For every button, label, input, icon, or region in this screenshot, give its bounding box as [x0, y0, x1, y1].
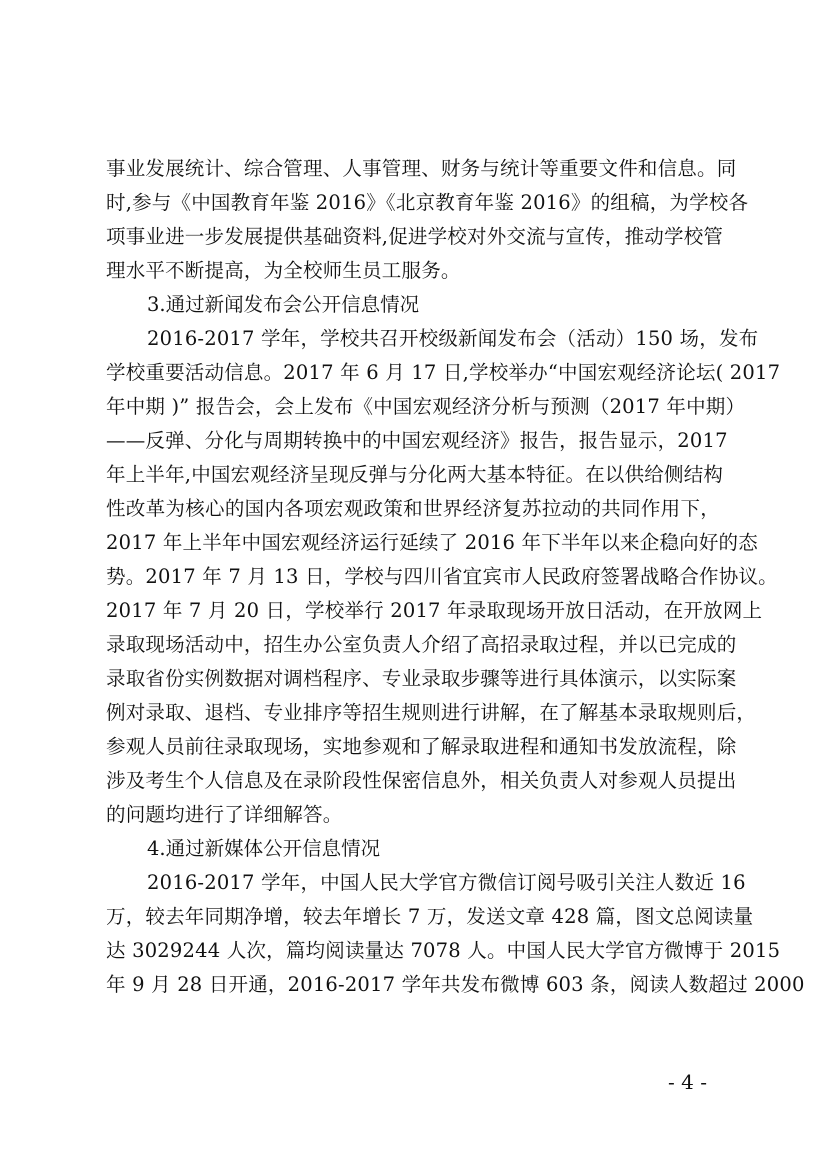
- text-line: 项事业进一步发展提供基础资料,促进学校对外交流与宣传，推动学校管: [106, 225, 724, 248]
- text-line: 年上半年,中国宏观经济呈现反弹与分化两大基本特征。在以供给侧结构: [106, 463, 724, 486]
- text-line: 录取现场活动中，招生办公室负责人介绍了高招录取过程，并以已完成的: [106, 633, 737, 656]
- text-line: 万，较去年同期净增，较去年增长 7 万，发送文章 428 篇，图文总阅读量: [106, 905, 754, 928]
- text-line: 年 9 月 28 日开通，2016-2017 学年共发布微博 603 条，阅读人数超过 2000: [106, 973, 805, 996]
- text-line: 涉及考生个人信息及在录阶段性保密信息外，相关负责人对参观人员提出: [106, 769, 737, 792]
- text-line: 2016-2017 学年，学校共召开校级新闻发布会（活动）150 场，发布: [147, 327, 759, 350]
- text-line: 时,参与《中国教育年鉴 2016》《北京教育年鉴 2016》的组稿，为学校各: [106, 191, 749, 214]
- text-line: 例对录取、退档、专业排序等招生规则进行讲解，在了解基本录取规则后，: [106, 701, 757, 724]
- text-line: 2017 年上半年中国宏观经济运行延续了 2016 年下半年以来企稳向好的态: [106, 531, 758, 554]
- text-line: 理水平不断提高，为全校师生员工服务。: [106, 259, 461, 282]
- text-line: 参观人员前往录取现场，实地参观和了解录取进程和通知书发放流程，除: [106, 735, 737, 758]
- text-line: 2016-2017 学年，中国人民大学官方微信订阅号吸引关注人数近 16: [147, 871, 746, 894]
- section-heading: 3.通过新闻发布会公开信息情况: [147, 293, 420, 316]
- text-line: 达 3029244 人次，篇均阅读量达 7078 人。中国人民大学官方微博于 2015: [106, 939, 781, 962]
- text-line: 2017 年 7 月 20 日，学校举行 2017 年录取现场开放日活动，在开放网上: [106, 599, 763, 622]
- text-line: ——反弹、分化与周期转换中的中国宏观经济》报告，报告显示，2017: [106, 429, 728, 452]
- text-line: 学校重要活动信息。2017 年 6 月 17 日,学校举办“中国宏观经济论坛( 2017: [106, 361, 781, 384]
- text-line: 年中期 )” 报告会，会上发布《中国宏观经济分析与预测（2017 年中期）: [106, 395, 746, 418]
- text-line: 势。2017 年 7 月 13 日，学校与四川省宜宾市人民政府签署战略合作协议。: [106, 565, 778, 588]
- text-line: 录取省份实例数据对调档程序、专业录取步骤等进行具体演示，以实际案: [106, 667, 737, 690]
- text-line: 事业发展统计、综合管理、人事管理、财务与统计等重要文件和信息。同: [106, 157, 737, 180]
- page-number: - 4 -: [668, 1070, 707, 1094]
- text-line: 的问题均进行了详细解答。: [106, 803, 343, 826]
- section-heading: 4.通过新媒体公开信息情况: [147, 837, 381, 860]
- text-line: 性改革为核心的国内各项宏观政策和世界经济复苏拉动的共同作用下，: [106, 497, 720, 520]
